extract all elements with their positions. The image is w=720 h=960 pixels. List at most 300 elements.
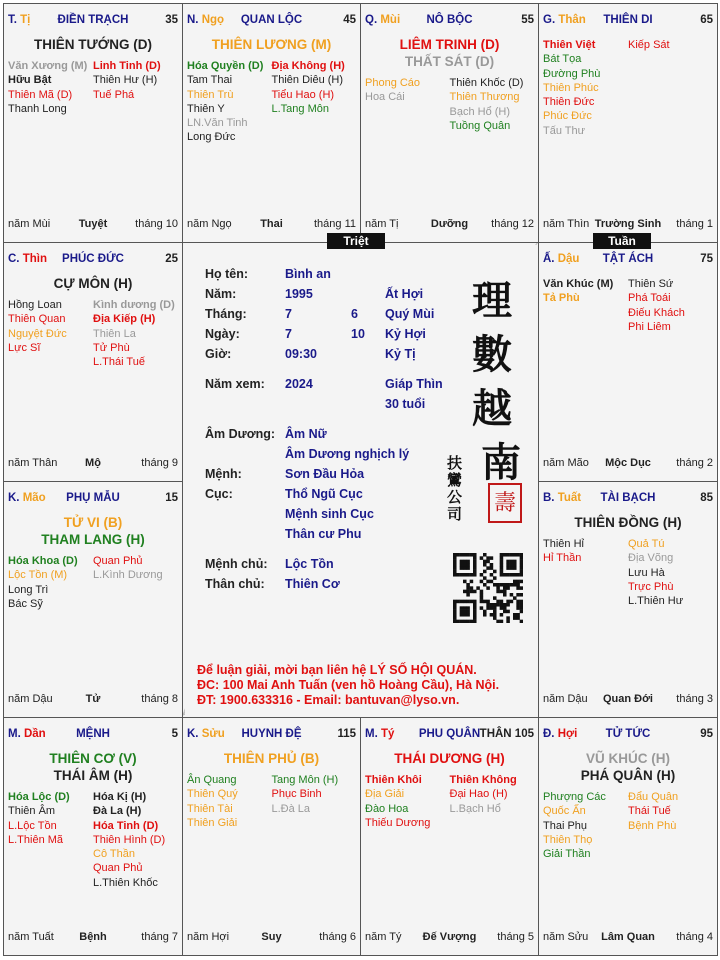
star: L.Thái Tuế (93, 356, 145, 369)
info-gio: 09:30 (285, 347, 317, 361)
stars-left (8, 554, 93, 611)
stars-left (8, 790, 93, 890)
info-am-duong-label: Âm Dương: (205, 427, 276, 441)
month-label: tháng 8 (141, 693, 178, 705)
palace-footer (543, 218, 713, 232)
main-stars (361, 36, 538, 70)
minor-stars (8, 554, 178, 611)
info-tuoi: 30 tuổi (385, 397, 426, 411)
palace-footer (543, 693, 713, 707)
star: Hóa Khoa (D) (8, 555, 78, 567)
minor-stars (8, 59, 178, 116)
minor-stars (365, 773, 534, 830)
earthly-branch: Dần (23, 728, 46, 740)
star: Quả Tú (628, 538, 665, 550)
palace-suu (182, 717, 361, 956)
star: Hữu Bật (8, 74, 52, 87)
life-stage: Bệnh (79, 931, 107, 943)
earthly-branch: Tị (20, 14, 31, 26)
star: Hỉ Thần (543, 552, 582, 565)
palace-mui (360, 3, 539, 243)
palace-header (365, 14, 534, 30)
star: Văn Khúc (M) (543, 278, 614, 290)
info-menh-chu-label: Mệnh chủ: (205, 557, 268, 571)
minor-stars (365, 76, 534, 133)
star: Địa Võng (628, 552, 674, 565)
star: Thiên La (93, 327, 136, 340)
star: Kiếp Sát (628, 39, 670, 51)
month-label: tháng 12 (491, 218, 534, 230)
palace-ti (360, 717, 539, 956)
palace-number: THÂN 105 (479, 728, 534, 740)
info-cuc-label: Cục: (205, 487, 233, 501)
palace-than (538, 3, 718, 243)
palace-footer (187, 931, 356, 945)
star: Thái Tuế (628, 805, 671, 818)
palace-footer (8, 218, 178, 232)
month-label: tháng 2 (676, 457, 713, 469)
palace-header (543, 728, 713, 744)
star: Địa Kiếp (H) (93, 313, 156, 326)
palace-number: 85 (700, 492, 713, 504)
heavenly-stem: K. (187, 728, 199, 740)
star: LN.Văn Tinh (187, 117, 248, 130)
star: Cô Thần (93, 848, 135, 861)
palace-number: 35 (165, 14, 178, 26)
info-am-duong: Âm Nữ (285, 427, 327, 441)
star: Hóa Kị (H) (93, 791, 147, 803)
palace-header (543, 492, 713, 508)
minor-stars (187, 59, 356, 145)
life-stage: Thai (260, 218, 283, 230)
star: Đào Hoa (365, 802, 409, 815)
palace-number: 5 (171, 728, 178, 740)
info-am-duong-2: Âm Dương nghịch lý (285, 447, 410, 461)
star: Tử Phù (93, 341, 130, 354)
star: Thiếu Dương (365, 816, 431, 829)
palace-header (8, 253, 178, 269)
notice-line-1: Để luận giải, mời bạn liên hệ LÝ SỐ HỘI QUÁN. (197, 663, 477, 677)
star: Đường Phù (543, 67, 601, 80)
star: L.Thiên Hư (628, 595, 684, 608)
star: Tuế Phá (93, 88, 135, 101)
info-panel (185, 245, 541, 719)
palace-mao (3, 481, 183, 718)
palace-name: TỬ TỨC (605, 728, 651, 740)
stars-right (628, 277, 713, 334)
stars-left (8, 59, 93, 116)
info-nam-xem-label: Năm xem: (205, 377, 265, 391)
month-label: tháng 5 (497, 931, 534, 943)
info-ngay-can-chi: Kỷ Hợi (385, 327, 426, 341)
stars-right (272, 59, 357, 145)
stars-right (272, 773, 357, 830)
info-cuc-2: Mệnh sinh Cục (285, 507, 374, 521)
info-ngay-label: Ngày: (205, 327, 240, 341)
star: Địa Không (H) (271, 60, 345, 72)
year-label: năm Ngọ (187, 218, 232, 230)
year-label: năm Tị (365, 218, 399, 230)
info-cuc-3: Thân cư Phu (285, 527, 362, 541)
star: Trực Phù (628, 580, 674, 593)
star: Thiên Hỉ (543, 538, 584, 550)
palace-footer (365, 218, 534, 232)
star: Phá Toái (628, 292, 671, 305)
star: Đà La (H) (93, 805, 142, 818)
main-star: THIÊN LƯƠNG (M) (211, 37, 332, 52)
palace-footer (8, 931, 178, 945)
calligraphy-char: 越 (472, 385, 512, 432)
star: Tuồng Quân (449, 119, 511, 132)
palace-name: PHU QUÂN (418, 728, 481, 740)
main-star: CỰ MÔN (H) (53, 276, 133, 291)
star: Thiên Giải (187, 816, 238, 829)
star: L.Đà La (271, 802, 311, 815)
star: Điếu Khách (628, 306, 685, 319)
star: Ân Quang (187, 774, 237, 786)
palace-hoi (538, 717, 718, 956)
star: Hồng Loan (8, 299, 62, 311)
star: Thiên Việt (543, 39, 596, 51)
palace-name: THIÊN DI (603, 14, 653, 26)
star: Thiên Âm (8, 805, 56, 818)
info-nam-xem: 2024 (285, 377, 313, 391)
main-star: LIÊM TRINH (D) (399, 37, 500, 52)
qr-code-icon (453, 553, 523, 623)
main-star: VŨ KHÚC (H) (586, 751, 670, 766)
life-stage: Quan Đới (603, 693, 653, 705)
star: Tấu Thư (543, 124, 586, 137)
star: Quan Phủ (93, 555, 143, 567)
star: Văn Xương (M) (8, 60, 88, 72)
star: Bạch Hổ (H) (449, 105, 511, 118)
palace-header (8, 14, 178, 30)
palace-number: 95 (700, 728, 713, 740)
star: Thiên Mã (D) (8, 88, 73, 101)
heavenly-stem: M. (8, 728, 21, 740)
life-stage: Lâm Quan (601, 931, 655, 943)
earthly-branch: Dậu (557, 253, 580, 265)
life-stage: Trường Sinh (594, 218, 662, 230)
palace-number: 15 (165, 492, 178, 504)
star: Thiên Quý (187, 788, 238, 801)
minor-stars (543, 790, 713, 861)
life-stage: Mộc Dục (605, 457, 651, 469)
earthly-branch: Mùi (380, 14, 401, 26)
star: Linh Tinh (D) (93, 60, 161, 72)
star: Thiên Tài (187, 802, 233, 815)
stars-left (365, 773, 450, 830)
star: L.Thiên Mã (8, 833, 64, 846)
palace-footer (543, 457, 713, 471)
year-label: năm Sửu (543, 931, 589, 943)
palace-name: HUYNH ĐỆ (241, 728, 302, 740)
stars-left (543, 537, 628, 608)
star: Tả Phù (543, 292, 580, 305)
star: Thiên Trù (187, 88, 234, 101)
red-seal: 壽 (488, 483, 522, 523)
star: Thiên Sứ (628, 278, 674, 290)
star: Đại Hao (H) (449, 788, 508, 801)
minor-stars (543, 38, 713, 138)
palace-number: 25 (165, 253, 178, 265)
star: Thiên Thương (449, 91, 520, 104)
year-label: năm Thân (8, 457, 58, 469)
palace-footer (365, 931, 534, 945)
main-star: THIÊN CƠ (V) (49, 751, 137, 766)
palace-name: QUAN LỘC (240, 14, 303, 26)
star: Thiên Thọ (543, 833, 593, 846)
star: Long Đức (187, 131, 236, 144)
stars-left (8, 298, 93, 369)
star: L.Tang Môn (271, 102, 329, 115)
earthly-branch: Tý (380, 728, 395, 740)
contact-notice (197, 663, 499, 708)
info-thang-am: 6 (351, 307, 358, 321)
life-stage: Đế Vượng (422, 931, 477, 943)
main-stars (4, 36, 182, 53)
star: Thiên Phúc (543, 81, 599, 94)
palace-name: TẬT ÁCH (602, 253, 654, 265)
star: Hoa Cái (365, 91, 405, 104)
star: Bát Tọa (543, 53, 582, 66)
info-menh-chu: Lộc Tồn (285, 557, 334, 571)
heavenly-stem: M. (365, 728, 378, 740)
stars-left (543, 790, 628, 861)
month-label: tháng 7 (141, 931, 178, 943)
star: Thiên Hư (H) (93, 74, 158, 87)
year-label: năm Hợi (187, 931, 230, 943)
info-menh-label: Mệnh: (205, 467, 242, 481)
main-star: THIÊN ĐỒNG (H) (574, 515, 682, 530)
star: Hóa Quyền (D) (187, 60, 264, 72)
star: Thiên Diêu (H) (271, 74, 344, 87)
stars-right (93, 790, 178, 890)
palace-header (8, 728, 178, 744)
life-stage: Dưỡng (430, 218, 469, 230)
stars-right (93, 298, 178, 369)
star: Thiên Khôi (365, 774, 422, 786)
calligraphy-char: 南 (481, 439, 521, 486)
palace-header (365, 728, 534, 744)
palace-name: MỆNH (76, 728, 110, 740)
info-thang-can-chi: Quý Mùi (385, 307, 435, 321)
info-ho-ten-label: Họ tên: (205, 267, 249, 281)
year-label: năm Thìn (543, 218, 590, 230)
star: Nguyệt Đức (8, 327, 67, 340)
info-ngay-am: 10 (351, 327, 365, 341)
life-stage: Tuyệt (78, 218, 108, 230)
info-than-chu: Thiên Cơ (285, 577, 340, 591)
main-star: THAM LANG (H) (41, 532, 145, 547)
minor-stars (187, 773, 356, 830)
info-gio-label: Giờ: (205, 347, 232, 361)
star: Tam Thai (187, 74, 233, 87)
month-label: tháng 10 (135, 218, 178, 230)
stars-left (543, 38, 628, 138)
year-label: năm Mùi (8, 218, 51, 230)
earthly-branch: Thân (558, 14, 586, 26)
palace-name: PHỤ MẪU (66, 492, 120, 504)
star: Thai Phụ (543, 819, 588, 832)
heavenly-stem: B. (543, 492, 555, 504)
star: Tiểu Hao (H) (271, 88, 335, 101)
palace-header (543, 14, 713, 30)
palace-number: 45 (343, 14, 356, 26)
heavenly-stem: Đ. (543, 728, 555, 740)
star: Đẩu Quân (628, 791, 679, 803)
main-star: TỬ VI (B) (63, 515, 123, 530)
star: Tang Môn (H) (271, 774, 339, 786)
star: Phúc Đức (543, 110, 592, 123)
main-stars (183, 750, 360, 767)
star: Phong Cáo (365, 77, 421, 89)
star: Thiên Đức (543, 96, 595, 109)
palace-number: 75 (700, 253, 713, 265)
year-label: năm Tuất (8, 931, 54, 943)
earthly-branch: Hợi (557, 728, 578, 740)
stars-right (628, 38, 713, 138)
small-script-text: 扶鸞公司 (447, 454, 463, 523)
palace-ngo (182, 3, 361, 243)
month-label: tháng 9 (141, 457, 178, 469)
palace-tuat (538, 481, 718, 718)
minor-stars (543, 537, 713, 608)
month-label: tháng 11 (313, 218, 356, 230)
minor-stars (8, 298, 178, 369)
stars-right (450, 773, 535, 830)
minor-stars (8, 790, 178, 890)
main-star: THÁI DƯƠNG (H) (394, 751, 505, 766)
palace-name: NÔ BỘC (426, 14, 473, 26)
stars-right (628, 537, 713, 608)
star: L.Kình Dương (93, 569, 163, 582)
palace-number: 65 (700, 14, 713, 26)
stars-left (365, 76, 450, 133)
year-label: năm Dậu (543, 693, 588, 705)
info-ngay-duong: 7 (285, 327, 292, 341)
star: Thiên Quan (8, 313, 66, 326)
minor-stars (543, 277, 713, 334)
star: Long Trì (8, 583, 49, 596)
palace-header (187, 728, 356, 744)
heavenly-stem: Q. (365, 14, 378, 26)
main-star: THÁI ÂM (H) (53, 768, 133, 783)
palace-dan (3, 717, 183, 956)
palace-dau (538, 242, 718, 482)
notice-line-3: ĐT: 1900.633316 - Email: bantuvan@lyso.vn. (197, 693, 460, 707)
star: Kình dương (D) (93, 299, 175, 311)
stars-right (628, 790, 713, 861)
star: L.Lộc Tồn (8, 819, 57, 832)
star: Lực Sĩ (8, 341, 41, 354)
star: L.Bạch Hổ (449, 802, 501, 815)
palace-header (8, 492, 178, 508)
triet-tag: Triệt (327, 233, 385, 249)
earthly-branch: Ngọ (201, 14, 225, 26)
palace-footer (187, 218, 356, 232)
main-star: PHÁ QUÂN (H) (580, 768, 676, 783)
month-label: tháng 4 (676, 931, 713, 943)
palace-name: PHÚC ĐỨC (62, 253, 124, 265)
palace-number: 55 (521, 14, 534, 26)
palace-name: TÀI BẠCH (600, 492, 656, 504)
calligraphy-char: 理 (472, 277, 512, 324)
star: Hóa Tinh (D) (93, 819, 159, 832)
earthly-branch: Sửu (201, 728, 225, 740)
stars-left (187, 59, 272, 145)
palace-thin (3, 242, 183, 482)
life-stage: Mộ (85, 457, 101, 469)
year-label: năm Tý (365, 931, 402, 943)
star: Hóa Lộc (D) (8, 791, 70, 803)
info-menh: Sơn Đầu Hỏa (285, 467, 365, 481)
chart-board (3, 3, 717, 955)
stars-left (187, 773, 272, 830)
info-gio-can-chi: Kỷ Tị (385, 347, 416, 361)
calligraphy-char: 數 (472, 331, 512, 378)
star: Thiên Khốc (D) (449, 77, 524, 89)
main-stars (183, 36, 360, 53)
stars-right (450, 76, 535, 133)
life-stage: Suy (261, 931, 282, 943)
palace-header (187, 14, 356, 30)
heavenly-stem: Ấ. (543, 253, 555, 265)
month-label: tháng 3 (676, 693, 713, 705)
palace-number: 115 (337, 728, 356, 740)
info-ho-ten: Bình an (285, 267, 331, 281)
earthly-branch: Tuất (557, 492, 582, 504)
star: Thiên Y (187, 102, 225, 115)
star: L.Thiên Khốc (93, 876, 158, 889)
info-than-chu-label: Thân chủ: (205, 577, 265, 591)
main-star: THIÊN TƯỚNG (D) (34, 37, 152, 52)
life-stage: Tử (85, 693, 101, 705)
star: Quốc Ấn (543, 805, 586, 818)
year-label: năm Dậu (8, 693, 53, 705)
heavenly-stem: K. (8, 492, 20, 504)
stars-left (543, 277, 628, 334)
heavenly-stem: T. (8, 14, 17, 26)
palace-header (543, 253, 713, 269)
month-label: tháng 6 (319, 931, 356, 943)
star: Lưu Hà (628, 566, 665, 579)
info-cuc: Thổ Ngũ Cục (285, 487, 363, 501)
main-stars (4, 750, 182, 784)
info-thang-label: Tháng: (205, 307, 247, 321)
heavenly-stem: N. (187, 14, 199, 26)
earthly-branch: Mão (22, 492, 46, 504)
palace-ty (3, 3, 183, 243)
star: Bệnh Phù (628, 819, 677, 832)
star: Phục Binh (271, 788, 322, 801)
stars-right (93, 554, 178, 611)
month-label: tháng 1 (676, 218, 713, 230)
main-star: THIÊN PHỦ (B) (223, 751, 320, 766)
main-stars (539, 514, 717, 531)
palace-footer (8, 457, 178, 471)
stars-right (93, 59, 178, 116)
star: Địa Giải (365, 788, 405, 801)
palace-name: ĐIỀN TRẠCH (57, 14, 129, 26)
info-nam-label: Năm: (205, 287, 237, 301)
star: Phượng Các (543, 791, 606, 803)
star: Lộc Tồn (M) (8, 569, 68, 582)
main-stars (539, 750, 717, 784)
star: Thiên Hình (D) (93, 833, 166, 846)
main-stars (4, 275, 182, 292)
main-stars (4, 514, 182, 548)
